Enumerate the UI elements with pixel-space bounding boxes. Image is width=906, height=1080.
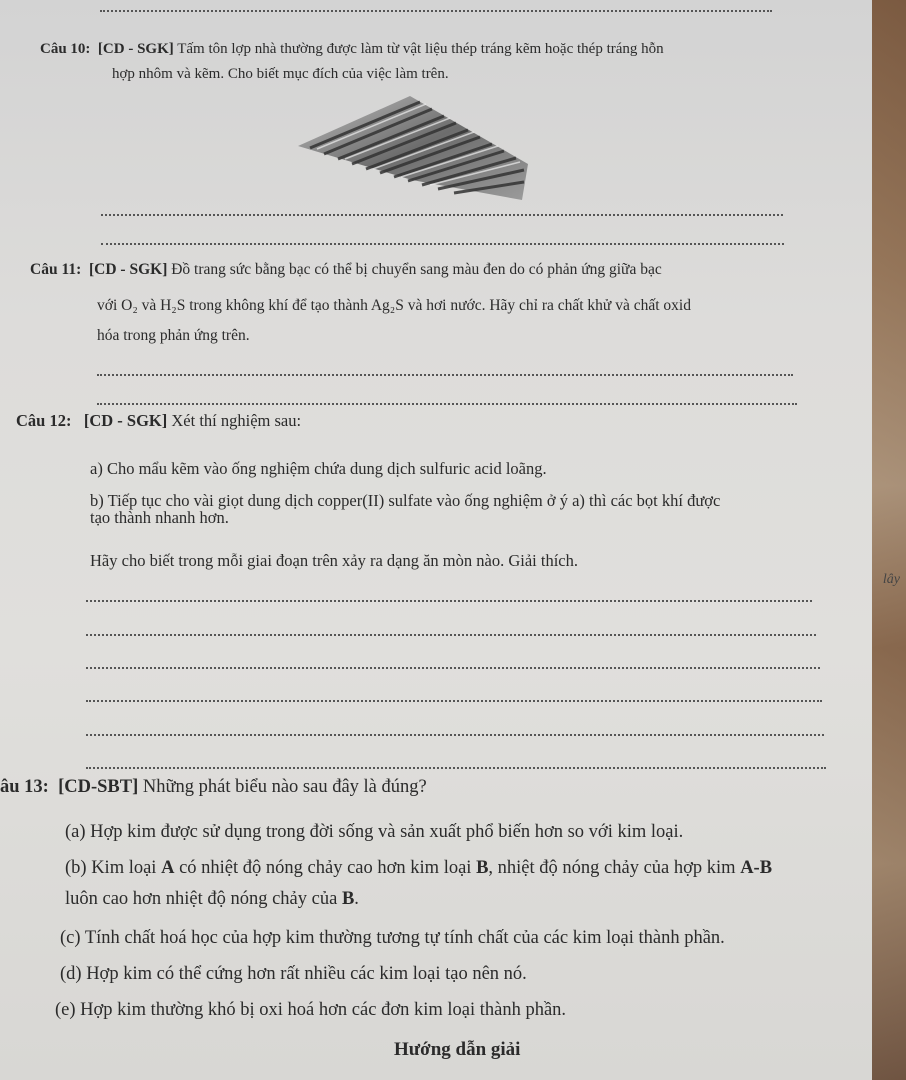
- question-13-heading: âu 13: [CD-SBT] Những phát biểu nào sau đây là đúng?: [0, 777, 427, 797]
- answer-line: [86, 600, 812, 602]
- answer-line: [97, 374, 793, 376]
- answer-line: [86, 767, 826, 769]
- solution-heading: Hướng dẫn giải: [394, 1039, 521, 1060]
- question-13-option-d: (d) Hợp kim có thể cứng hơn rất nhiều các kim loại tạo nên nó.: [60, 964, 527, 984]
- answer-line: [86, 634, 816, 636]
- question-11-line-3: hóa trong phản ứng trên.: [97, 327, 250, 344]
- answer-line: [101, 243, 784, 245]
- question-13-option-a: (a) Hợp kim được sử dụng trong đời sống và sản xuất phổ biến hơn so với kim loại.: [65, 822, 684, 842]
- question-13-option-c: (c) Tính chất hoá học của hợp kim thường tương tự tính chất của các kim loại thành phần.: [60, 928, 725, 948]
- question-11-line-1: Câu 11: [CD - SGK] Đồ trang sức bằng bạc có thể bị chuyển sang màu đen do có phản ứng giữa bạc: [30, 261, 662, 278]
- answer-line: [86, 700, 822, 702]
- corrugated-roof-sheet-image: [292, 96, 532, 206]
- question-12-prompt: Hãy cho biết trong mỗi giai đoạn trên xảy ra dạng ăn mòn nào. Giải thích.: [90, 551, 578, 570]
- answer-line: [86, 667, 820, 669]
- question-10-line-2: hợp nhôm và kẽm. Cho biết mục đích của việc làm trên.: [112, 66, 449, 82]
- question-13-option-b-line-2: luôn cao hơn nhiệt độ nóng chảy của B.: [65, 889, 359, 909]
- question-13-option-b-line-1: (b) Kim loại A có nhiệt độ nóng chảy cao hơn kim loại B, nhiệt độ nóng chảy của hợp kim A-B: [65, 858, 773, 878]
- question-10-line-1: Câu 10: [CD - SGK] Tấm tôn lợp nhà thường được làm từ vật liệu thép tráng kẽm hoặc thép tráng hỗn: [40, 41, 664, 57]
- question-13-option-e: (e) Hợp kim thường khó bị oxi hoá hơn các đơn kim loại thành phần.: [55, 1000, 567, 1020]
- question-12-part-b-line-1: b) Tiếp tục cho vài giọt dung dịch copper(II) sulfate vào ống nghiệm ở ý a) thì các bọt khí được: [90, 491, 721, 510]
- answer-line: [86, 734, 824, 736]
- question-12-part-a: a) Cho mẩu kẽm vào ống nghiệm chứa dung dịch sulfuric acid loãng.: [90, 459, 547, 478]
- margin-handwriting: lây: [882, 572, 900, 587]
- question-11-line-2: với O₂ và H₂S trong không khí để tạo thành Ag₂S và hơi nước. Hãy chỉ ra chất khử và chất oxid: [97, 297, 691, 314]
- answer-line: [97, 403, 797, 405]
- answer-line: [101, 214, 783, 216]
- question-12-part-b-line-2: tạo thành nhanh hơn.: [90, 508, 229, 527]
- question-12-heading: Câu 12: [CD - SGK] Xét thí nghiệm sau:: [16, 411, 302, 430]
- answer-line: [100, 10, 772, 12]
